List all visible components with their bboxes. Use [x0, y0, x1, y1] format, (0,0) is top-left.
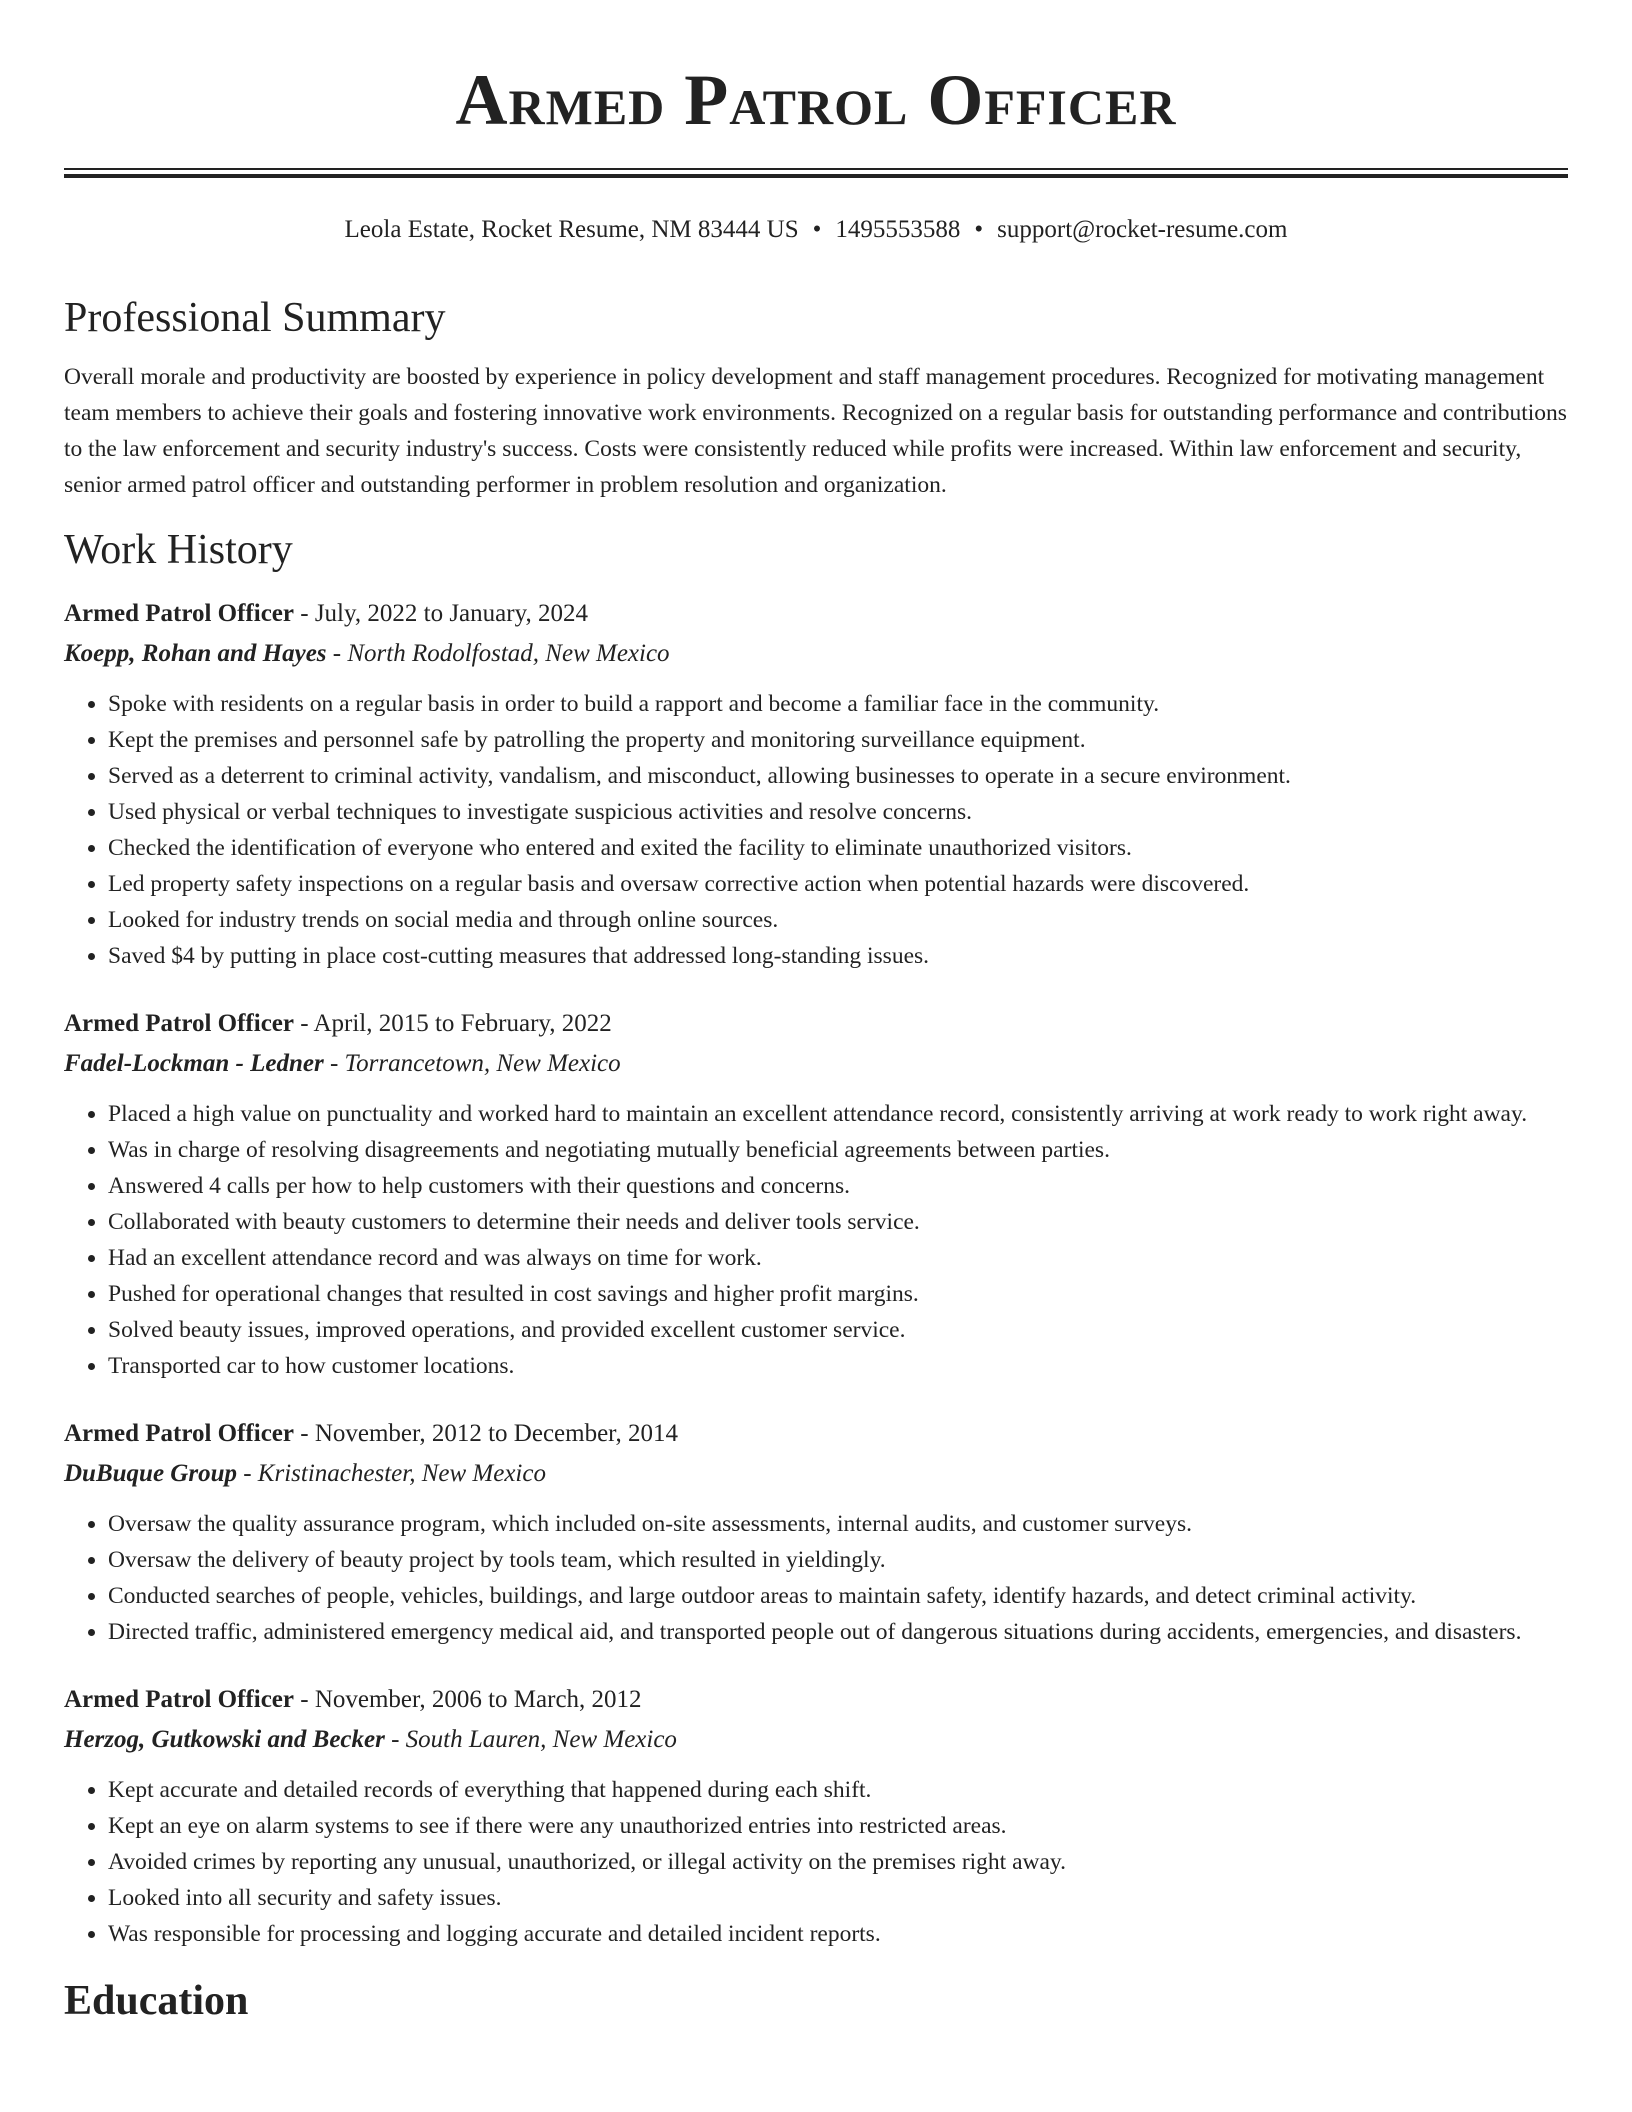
list-item: • Served as a deterrent to criminal activity, vandalism, and misconduct, allowing businesses to operate in a secure environment. [108, 758, 1568, 794]
job-duties-list [64, 1506, 1568, 1650]
contact-line [64, 215, 1568, 245]
list-item: • Answered 4 calls per how to help customers with their questions and concerns. [108, 1168, 1568, 1204]
job-role: Armed Patrol Officer [64, 1685, 294, 1713]
contact-separator: • [812, 216, 822, 243]
job-role: Armed Patrol Officer [64, 1419, 294, 1447]
list-item: • Pushed for operational changes that resulted in cost savings and higher profit margins. [108, 1276, 1568, 1312]
job-duties-list [64, 1772, 1568, 1952]
job-location: - Torrancetown, New Mexico [323, 1049, 621, 1077]
job-role: Armed Patrol Officer [64, 1009, 294, 1037]
job-dates: - July, 2022 to January, 2024 [294, 599, 588, 627]
job-company: Fadel-Lockman - Ledner [64, 1049, 324, 1077]
job-location: - North Rodolfostad, New Mexico [326, 639, 670, 667]
list-item: • Spoke with residents on a regular basis in order to build a rapport and become a familiar face in the community. [108, 686, 1568, 722]
list-item: • Oversaw the delivery of beauty project by tools team, which resulted in yieldingly. [108, 1542, 1568, 1578]
job-company: Koepp, Rohan and Hayes [64, 639, 327, 667]
work-history-heading: Work History [64, 527, 293, 574]
job-location: - South Lauren, New Mexico [384, 1725, 677, 1753]
list-item: • Avoided crimes by reporting any unusual, unauthorized, or illegal activity on the premises right away. [108, 1844, 1568, 1880]
list-item: • Was responsible for processing and logging accurate and detailed incident reports. [108, 1916, 1568, 1952]
list-item: • Used physical or verbal techniques to investigate suspicious activities and resolve concerns. [108, 794, 1568, 830]
list-item: • Transported car to how customer locations. [108, 1348, 1568, 1384]
job-title-line [64, 1414, 1568, 1454]
job-company-line [64, 634, 1568, 674]
list-item: • Was in charge of resolving disagreements and negotiating mutually beneficial agreements between parties. [108, 1132, 1568, 1168]
list-item: • Had an excellent attendance record and was always on time for work. [108, 1240, 1568, 1276]
list-item: • Collaborated with beauty customers to determine their needs and deliver tools service. [108, 1204, 1568, 1240]
list-item: • Directed traffic, administered emergency medical aid, and transported people out of dangerous situations during accidents, emergencies, and disasters. [108, 1614, 1568, 1650]
job-company-line [64, 1720, 1568, 1760]
contact-address: Leola Estate, Rocket Resume, NM 83444 US [344, 216, 799, 243]
contact-separator: • [974, 216, 984, 243]
job-dates: - November, 2012 to December, 2014 [294, 1419, 678, 1447]
list-item: • Saved $4 by putting in place cost-cutting measures that addressed long-standing issues. [108, 938, 1568, 974]
job-company: DuBuque Group [64, 1459, 237, 1487]
job-title-line [64, 594, 1568, 634]
job-entry [64, 594, 1568, 974]
job-duties-list [64, 1096, 1568, 1384]
list-item: • Placed a high value on punctuality and worked hard to maintain an excellent attendance record, consistently arriving at work ready to work right away. [108, 1096, 1568, 1132]
list-item: • Kept accurate and detailed records of everything that happened during each shift. [108, 1772, 1568, 1808]
job-entry [64, 1680, 1568, 1952]
list-item: • Kept an eye on alarm systems to see if there were any unauthorized entries into restricted areas. [108, 1808, 1568, 1844]
page-title: Armed Patrol Officer [455, 60, 1177, 140]
list-item: • Checked the identification of everyone who entered and exited the facility to eliminate unauthorized visitors. [108, 830, 1568, 866]
job-title-line [64, 1004, 1568, 1044]
job-title-line [64, 1680, 1568, 1720]
education-heading: Education [64, 1977, 249, 2024]
contact-phone[interactable]: 1495553588 [835, 216, 961, 243]
summary-text: Overall morale and productivity are boosted by experience in policy development and staff management procedures. Recognized for motivating management team members to achieve their goals and fostering innovative work environments. Recognized on a regular basis for outstanding performance and contributions to the law enforcement and security industry's success. Costs were consistently reduced while profits were increased. Within law enforcement and security, senior armed patrol officer and outstanding performer in problem resolution and organization. [64, 364, 1567, 499]
job-dates: - April, 2015 to February, 2022 [294, 1009, 612, 1037]
list-item: • Conducted searches of people, vehicles, buildings, and large outdoor areas to maintain safety, identify hazards, and detect criminal activity. [108, 1578, 1568, 1614]
job-role: Armed Patrol Officer [64, 599, 294, 627]
list-item: • Led property safety inspections on a regular basis and oversaw corrective action when potential hazards were discovered. [108, 866, 1568, 902]
list-item: • Kept the premises and personnel safe by patrolling the property and monitoring surveillance equipment. [108, 722, 1568, 758]
list-item: • Looked for industry trends on social media and through online sources. [108, 902, 1568, 938]
job-entry [64, 1414, 1568, 1650]
job-company-line [64, 1454, 1568, 1494]
list-item: • Oversaw the quality assurance program, which included on-site assessments, internal audits, and customer surveys. [108, 1506, 1568, 1542]
job-entry [64, 1004, 1568, 1384]
title-divider [64, 168, 1568, 178]
job-company-line [64, 1044, 1568, 1084]
job-duties-list [64, 686, 1568, 974]
list-item: • Solved beauty issues, improved operations, and provided excellent customer service. [108, 1312, 1568, 1348]
job-dates: - November, 2006 to March, 2012 [294, 1685, 642, 1713]
job-location: - Kristinachester, New Mexico [236, 1459, 546, 1487]
list-item: • Looked into all security and safety issues. [108, 1880, 1568, 1916]
work-history-list [64, 594, 1568, 1952]
contact-email[interactable]: support@rocket-resume.com [997, 216, 1288, 243]
job-company: Herzog, Gutkowski and Becker [64, 1725, 385, 1753]
summary-heading: Professional Summary [64, 295, 446, 341]
